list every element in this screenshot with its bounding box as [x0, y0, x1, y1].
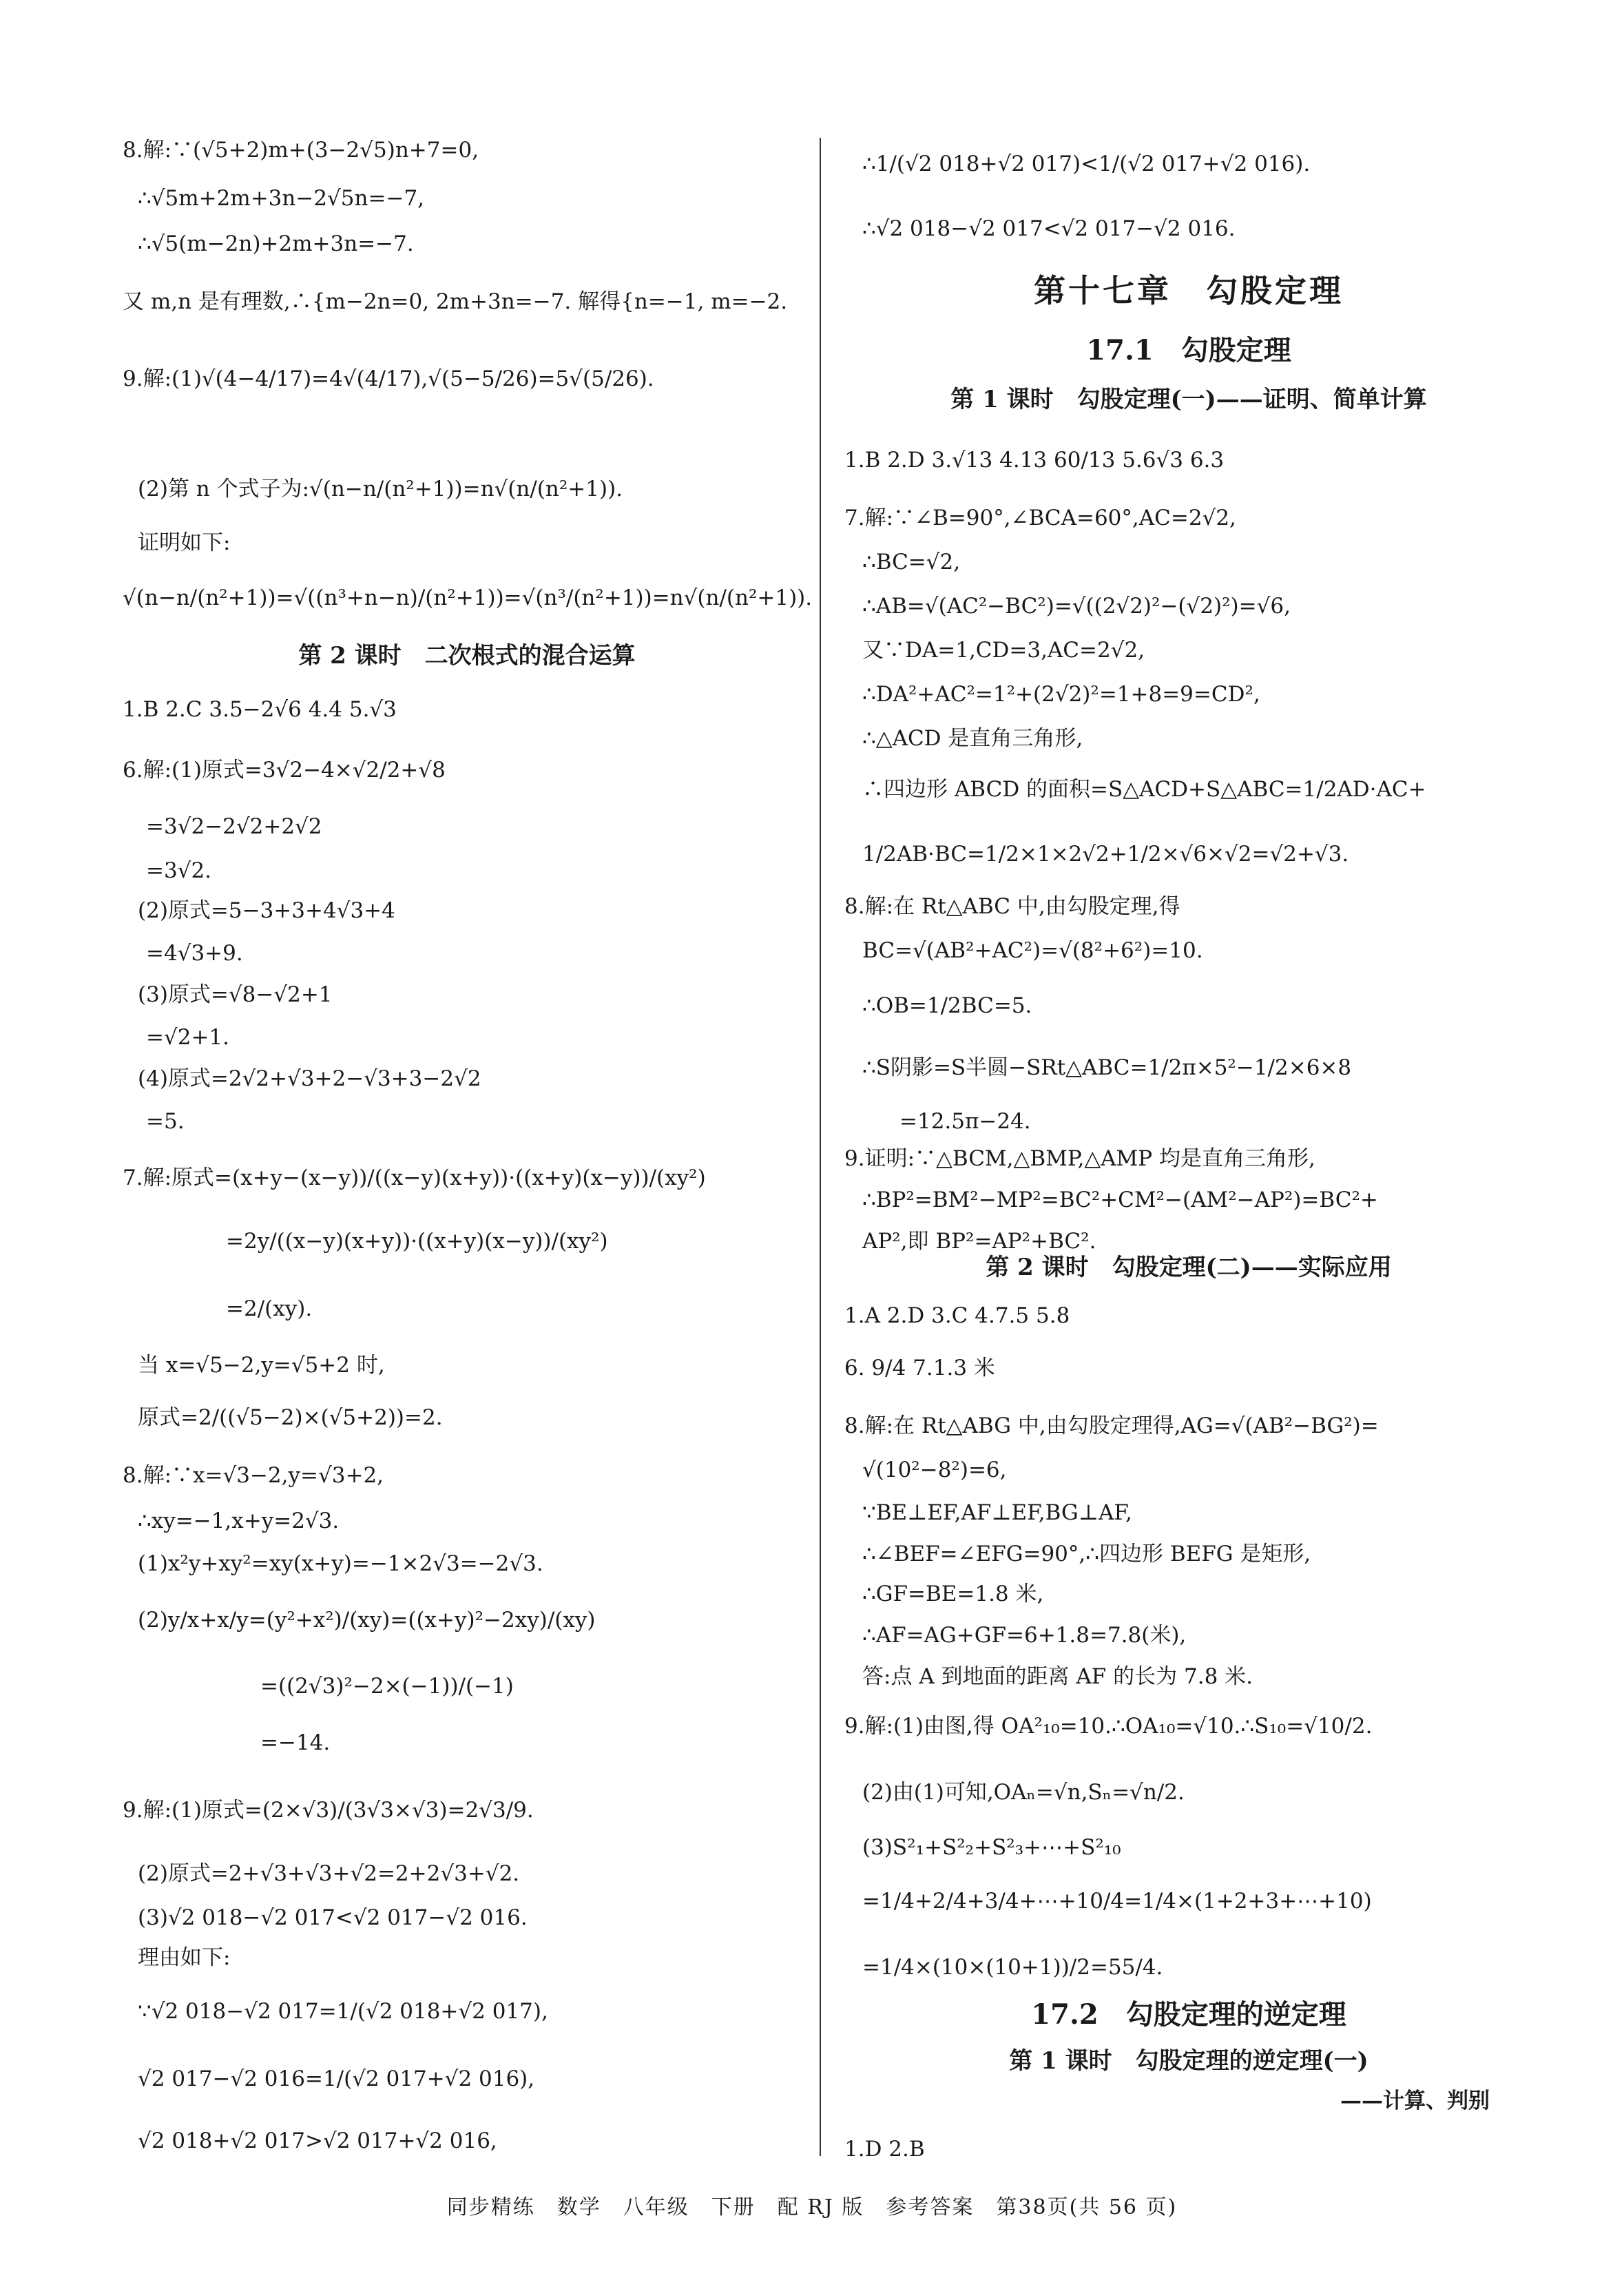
answer-line: (2)第 n 个式子为:√(n−n/(n²+1))=n√(n/(n²+1)). — [138, 477, 623, 501]
answer-line: (3)原式=√8−√2+1 — [138, 982, 333, 1007]
answer-line: =((2√3)²−2×(−1))/(−1) — [260, 1674, 514, 1699]
answer-line: BC=√(AB²+AC²)=√(8²+6²)=10. — [862, 938, 1203, 963]
answer-line: =1/4×(10×(10+1))/2=55/4. — [862, 1955, 1163, 1980]
answer-line: ∴BC=√2, — [862, 550, 961, 574]
answer-line: 9.解:(1)由图,得 OA²₁₀=10.∴OA₁₀=√10.∴S₁₀=√10/2. — [844, 1714, 1373, 1739]
answer-line: 8.解:∵(√5+2)m+(3−2√5)n+7=0, — [123, 138, 479, 163]
answer-line: 1.D 2.B — [844, 2137, 925, 2162]
answer-line: √(10²−8²)=6, — [862, 1458, 1007, 1482]
answer-line: ∴DA²+AC²=1²+(2√2)²=1+8=9=CD², — [862, 682, 1260, 707]
left-column — [123, 0, 811, 2170]
answer-line: (2)由(1)可知,OAₙ=√n,Sₙ=√n/2. — [862, 1780, 1185, 1805]
lesson-heading: 第 1 课时 勾股定理(一)——证明、简单计算 — [950, 386, 1427, 413]
answer-line: 又 m,n 是有理数,∴{m−2n=0, 2m+3n=−7. 解得{n=−1, m=−2. — [123, 289, 788, 314]
answer-line: ∴OB=1/2BC=5. — [862, 993, 1032, 1018]
answer-line: ∴√2 018−√2 017<√2 017−√2 016. — [862, 216, 1236, 241]
answer-line: =3√2−2√2+2√2 — [146, 814, 322, 839]
answer-line: 9.证明:∵△BCM,△BMP,△AMP 均是直角三角形, — [844, 1146, 1315, 1171]
answer-line: ∴BP²=BM²−MP²=BC²+CM²−(AM²−AP²)=BC²+ — [862, 1188, 1378, 1212]
answer-line: 8.解:在 Rt△ABG 中,由勾股定理得,AG=√(AB²−BG²)= — [844, 1413, 1379, 1438]
answer-line: AP²,即 BP²=AP²+BC². — [862, 1229, 1096, 1254]
answer-line: 6. 9/4 7.1.3 米 — [844, 1356, 995, 1380]
chapter-heading: 第十七章 勾股定理 — [1034, 272, 1344, 309]
answer-line: =3√2. — [146, 858, 212, 883]
answer-line: 1/2AB·BC=1/2×1×2√2+1/2×√6×√2=√2+√3. — [862, 842, 1349, 867]
answer-line: ∴△ACD 是直角三角形, — [862, 726, 1083, 751]
answer-line: ∵√2 018−√2 017=1/(√2 018+√2 017), — [138, 1999, 548, 2024]
answer-line: =12.5π−24. — [899, 1109, 1031, 1134]
answer-line: ∴四边形 ABCD 的面积=S△ACD+S△ABC=1/2AD·AC+ — [862, 777, 1426, 802]
column-divider — [820, 138, 821, 2156]
answer-line: ∴S阴影=S半圆−SRt△ABC=1/2π×5²−1/2×6×8 — [862, 1055, 1352, 1080]
answer-line: =1/4+2/4+3/4+⋯+10/4=1/4×(1+2+3+⋯+10) — [862, 1889, 1372, 1914]
answer-line: 当 x=√5−2,y=√5+2 时, — [138, 1353, 385, 1378]
answer-line: 7.解:∵∠B=90°,∠BCA=60°,AC=2√2, — [844, 506, 1236, 530]
answer-line: =4√3+9. — [146, 941, 243, 966]
answer-line: 7.解:原式=(x+y−(x−y))/((x−y)(x+y))·((x+y)(x−y))/(xy²) — [123, 1166, 706, 1190]
answer-line: ∵BE⊥EF,AF⊥EF,BG⊥AF, — [862, 1500, 1132, 1525]
answer-line: √2 018+√2 017>√2 017+√2 016, — [138, 2129, 497, 2153]
section-heading: 17.2 勾股定理的逆定理 — [1031, 1998, 1346, 2031]
right-column — [844, 0, 1533, 2170]
answer-line: 6.解:(1)原式=3√2−4×√2/2+√8 — [123, 758, 446, 783]
answer-line: (4)原式=2√2+√3+2−√3+3−2√2 — [138, 1066, 481, 1091]
section-heading: 17.1 勾股定理 — [1086, 334, 1291, 366]
page-footer: 同步精练 数学 八年级 下册 配 RJ 版 参考答案 第38页(共 56 页) — [446, 2195, 1178, 2219]
answer-line: =√2+1. — [146, 1025, 230, 1050]
answer-line: 1.B 2.D 3.√13 4.13 60/13 5.6√3 6.3 — [844, 448, 1225, 473]
answer-line: 9.解:(1)√(4−4/17)=4√(4/17),√(5−5/26)=5√(5/26). — [123, 366, 654, 391]
answer-line: =2y/((x−y)(x+y))·((x+y)(x−y))/(xy²) — [226, 1229, 608, 1254]
answer-line: 证明如下: — [138, 530, 231, 555]
answer-line: ∴√5(m−2n)+2m+3n=−7. — [138, 231, 414, 256]
answer-line: ∴GF=BE=1.8 米, — [862, 1582, 1044, 1606]
answer-line: 1.A 2.D 3.C 4.7.5 5.8 — [844, 1303, 1070, 1328]
answer-line: =2/(xy). — [226, 1296, 313, 1321]
lesson-heading: 第 2 课时 勾股定理(二)——实际应用 — [986, 1254, 1392, 1281]
answer-line: 答:点 A 到地面的距离 AF 的长为 7.8 米. — [862, 1664, 1253, 1689]
answer-line: ——计算、判别 — [1340, 2089, 1490, 2113]
answer-line: ∴√5m+2m+3n−2√5n=−7, — [138, 186, 425, 211]
answer-line: (2)原式=5−3+3+4√3+4 — [138, 898, 395, 923]
lesson-heading: 第 1 课时 勾股定理的逆定理(一) — [1009, 2047, 1368, 2075]
answer-line: ∴∠BEF=∠EFG=90°,∴四边形 BEFG 是矩形, — [862, 1542, 1311, 1566]
answer-line: (1)x²y+xy²=xy(x+y)=−1×2√3=−2√3. — [138, 1551, 543, 1576]
answer-line: (3)S²₁+S²₂+S²₃+⋯+S²₁₀ — [862, 1835, 1121, 1860]
answer-line: ∴1/(√2 018+√2 017)<1/(√2 017+√2 016). — [862, 152, 1311, 176]
answer-line: 理由如下: — [138, 1945, 231, 1970]
answer-line: (2)y/x+x/y=(y²+x²)/(xy)=((x+y)²−2xy)/(xy) — [138, 1608, 596, 1633]
answer-line: 原式=2/((√5−2)×(√5+2))=2. — [138, 1405, 443, 1430]
answer-line: ∴xy=−1,x+y=2√3. — [138, 1509, 340, 1533]
answer-line: √(n−n/(n²+1))=√((n³+n−n)/(n²+1))=√(n³/(n²+1))=n√(n/(n²+1)). — [123, 586, 813, 610]
answer-line: 8.解:在 Rt△ABC 中,由勾股定理,得 — [844, 894, 1180, 919]
lesson-heading: 第 2 课时 二次根式的混合运算 — [298, 642, 636, 670]
answer-line: √2 017−√2 016=1/(√2 017+√2 016), — [138, 2067, 535, 2091]
answer-line: ∴AB=√(AC²−BC²)=√((2√2)²−(√2)²)=√6, — [862, 594, 1291, 619]
answer-line: (2)原式=2+√3+√3+√2=2+2√3+√2. — [138, 1861, 520, 1886]
answer-line: =−14. — [260, 1730, 331, 1755]
answer-line: =5. — [146, 1109, 185, 1134]
answer-line: 9.解:(1)原式=(2×√3)/(3√3×√3)=2√3/9. — [123, 1798, 534, 1823]
answer-line: 8.解:∵x=√3−2,y=√3+2, — [123, 1463, 384, 1488]
answer-line: 又∵DA=1,CD=3,AC=2√2, — [862, 638, 1145, 663]
answer-line: (3)√2 018−√2 017<√2 017−√2 016. — [138, 1905, 528, 1930]
answer-line: 1.B 2.C 3.5−2√6 4.4 5.√3 — [123, 697, 397, 722]
answer-line: ∴AF=AG+GF=6+1.8=7.8(米), — [862, 1623, 1187, 1648]
